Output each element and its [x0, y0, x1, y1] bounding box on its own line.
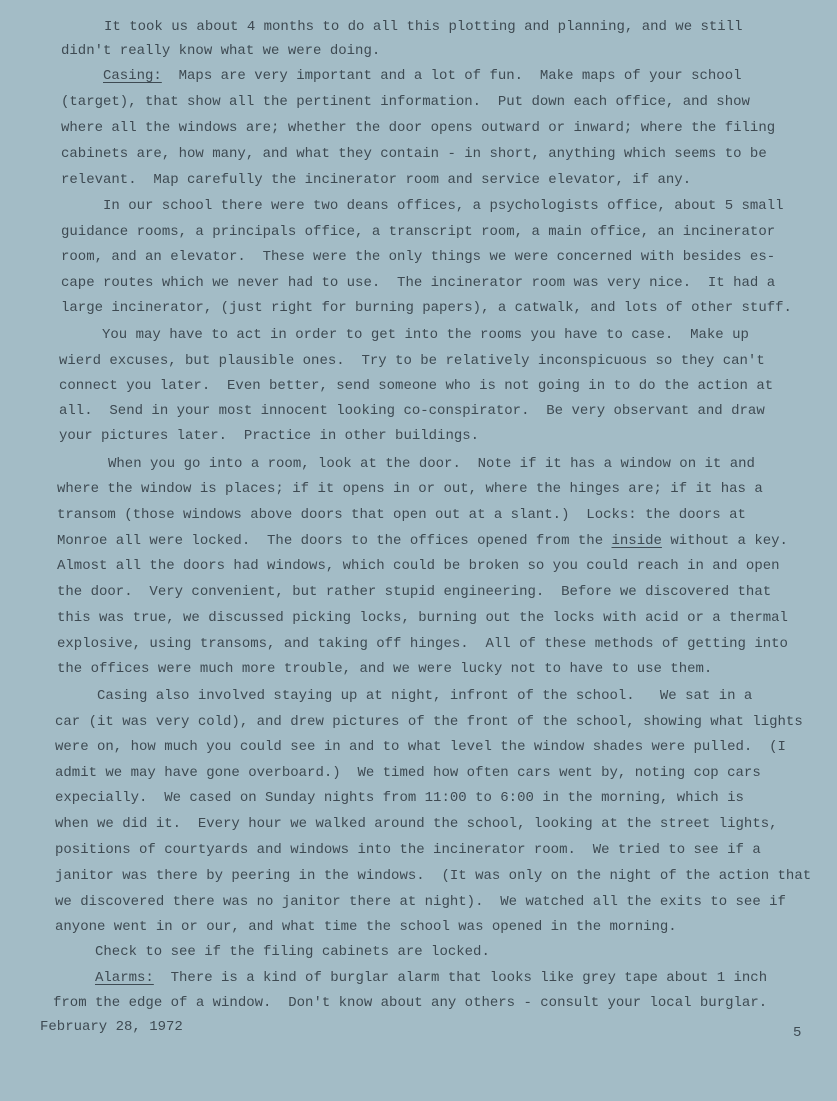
section-heading-casing: Casing:: [103, 68, 162, 84]
emphasis-inside: inside: [611, 533, 662, 549]
text-line: your pictures later. Practice in other buildings.: [59, 428, 480, 444]
text-line: (target), that show all the pertinent information. Put down each office, and show: [61, 94, 750, 110]
text-line: from the edge of a window. Don't know about any others - consult your local burglar.: [53, 995, 768, 1011]
text-line: guidance rooms, a principals office, a transcript room, a main office, an incinerator: [61, 224, 776, 240]
text-line: relevant. Map carefully the incinerator room and service elevator, if any.: [61, 172, 692, 188]
text-line: explosive, using transoms, and taking off hinges. All of these methods of getting into: [57, 636, 788, 652]
text-line: Almost all the doors had windows, which could be broken so you could reach in and open: [57, 558, 780, 574]
text-line: when we did it. Every hour we walked around the school, looking at the street lights,: [55, 816, 778, 832]
text-line: expecially. We cased on Sunday nights from 11:00 to 6:00 in the morning, which is: [55, 790, 744, 806]
text-line: cabinets are, how many, and what they contain - in short, anything which seems to be: [61, 146, 767, 162]
text-line: we discovered there was no janitor there at night). We watched all the exits to see if: [55, 894, 786, 910]
text-line: You may have to act in order to get into the rooms you have to case. Make up: [102, 327, 749, 343]
text-line: cape routes which we never had to use. The incinerator room was very nice. It had a: [61, 275, 776, 291]
text-span: without a key.: [661, 533, 788, 549]
text-line: positions of courtyards and windows into the incinerator room. We tried to see if a: [55, 842, 761, 858]
text-line: wierd excuses, but plausible ones. Try to be relatively inconspicuous so they can't: [59, 353, 765, 369]
text-line: [57, 533, 788, 549]
text-line: anyone went in or our, and what time the school was opened in the morning.: [55, 919, 677, 935]
section-heading-alarms: Alarms:: [95, 970, 154, 986]
text-line: connect you later. Even better, send someone who is not going in to do the action at: [59, 378, 774, 394]
text-line: the door. Very convenient, but rather stupid engineering. Before we discovered that: [57, 584, 772, 600]
text-line: Casing also involved staying up at night, infront of the school. We sat in a: [97, 688, 753, 704]
text-span: Maps are very important and a lot of fun. Make maps of your school: [161, 68, 742, 84]
footer-date: February 28, 1972: [40, 1019, 183, 1035]
text-line: where the window is places; if it opens in or out, where the hinges are; if it has a: [57, 481, 763, 497]
text-line: janitor was there by peering in the windows. (It was only on the night of the action that: [55, 868, 812, 884]
text-line: this was true, we discussed picking locks, burning out the locks with acid or a thermal: [57, 610, 788, 626]
text-line: were on, how much you could see in and to what level the window shades were pulled. (I: [55, 739, 786, 755]
text-line: [95, 970, 767, 986]
page-number: 5: [793, 1025, 802, 1041]
text-line: transom (those windows above doors that open out at a slant.) Locks: the doors at: [57, 507, 746, 523]
text-line: Check to see if the filing cabinets are locked.: [95, 944, 490, 960]
text-line: room, and an elevator. These were the only things we were concerned with besides es-: [61, 249, 776, 265]
text-line: the offices were much more trouble, and we were lucky not to have to use them.: [57, 661, 713, 677]
text-line: In our school there were two deans offices, a psychologists office, about 5 small: [103, 198, 784, 214]
text-line: where all the windows are; whether the door opens outward or inward; where the filing: [61, 120, 776, 136]
text-line: admit we may have gone overboard.) We timed how often cars went by, noting cop cars: [55, 765, 761, 781]
text-span: There is a kind of burglar alarm that looks like grey tape about 1 inch: [153, 970, 768, 986]
text-line: When you go into a room, look at the door. Note if it has a window on it and: [108, 456, 755, 472]
text-line: It took us about 4 months to do all this plotting and planning, and we still: [104, 19, 743, 35]
text-line: car (it was very cold), and drew pictures of the front of the school, showing what lights: [55, 714, 803, 730]
text-line: all. Send in your most innocent looking co-conspirator. Be very observant and draw: [59, 403, 765, 419]
text-span: Monroe all were locked. The doors to the offices opened from the: [57, 533, 612, 549]
text-line: large incinerator, (just right for burning papers), a catwalk, and lots of other stuff.: [61, 300, 792, 316]
text-line: [103, 68, 742, 84]
text-line: didn't really know what we were doing.: [61, 43, 381, 59]
